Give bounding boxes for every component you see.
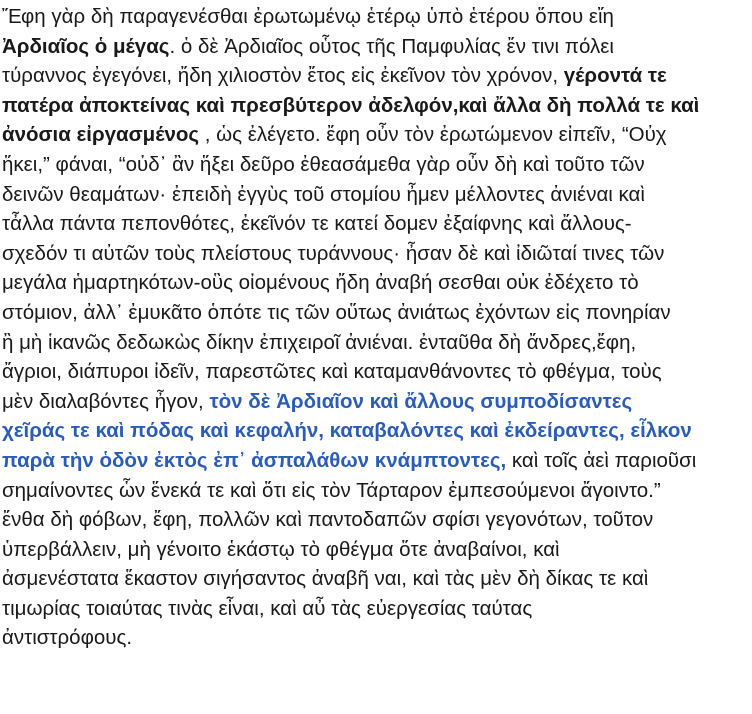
text-run: , ὡς ἐλέγετο. ἔφη οὖν τὸν ἐρωτώμενον εἰπεῖν, “Οὐχ — [199, 123, 667, 147]
text-run: ἢ μὴ ἱκανῶς δεδωκὼς δίκην ἐπιχειροῖ ἀνιέναι. ἐνταῦθα δὴ ἄνδρες,ἔφη, — [2, 330, 637, 354]
text-line — [2, 180, 748, 210]
bold-text-run: γέροντά τε — [563, 64, 667, 88]
text-line — [2, 416, 748, 446]
text-run: μεγάλα ἡμαρτηκότων-οὓς οἰομένους ἤδη ἀναβή σεσθαι οὐκ ἐδέχετο τὸ — [2, 271, 639, 295]
text-line — [2, 623, 748, 653]
text-run: σημαίνοντες ὧν ἕνεκά τε καὶ ὅτι εἰς τὸν Τάρταρον ἐμπεσούμενοι ἄγοιντο.” — [2, 478, 661, 502]
text-run: καὶ τοῖς ἀεὶ παριοῦσι — [506, 448, 697, 472]
text-line — [2, 446, 748, 476]
text-run: ὑπερβάλλειν, μὴ γένοιτο ἑκάστῳ τὸ φθέγμα ὅτε ἀναβαίνοι, καὶ — [2, 537, 560, 561]
text-line — [2, 268, 748, 298]
text-line — [2, 564, 748, 594]
text-line — [2, 298, 748, 328]
bold-text-run: Ἀρδιαῖος ὁ μέγας — [2, 34, 170, 58]
greek-passage — [2, 2, 748, 653]
text-line — [2, 328, 748, 358]
text-run: ἀσμενέστατα ἕκαστον σιγήσαντος ἀναβῆ ναι, καὶ τὰς μὲν δὴ δίκας τε καὶ — [2, 567, 649, 591]
text-run: ἄγριοι, διάπυροι ἰδεῖν, παρεστῶτες καὶ καταμανθάνοντες τὸ φθέγμα, τοὺς — [2, 360, 662, 384]
text-line — [2, 357, 748, 387]
text-run: ἥκει,” φάναι, “οὐδ᾽ ἂν ἥξει δεῦρο ἐθεασάμεθα γὰρ οὖν δὴ καὶ τοῦτο τῶν — [2, 152, 645, 176]
text-run: Ἔφη γὰρ δὴ παραγενέσθαι ἐρωτωμένῳ ἑτέρῳ ὑπὸ ἑτέρου ὅπου εἴη — [2, 5, 614, 28]
text-run: ἔνθα δὴ φόβων, ἔφη, πολλῶν καὶ παντοδαπῶν σφίσι γεγονότων, τοῦτον — [2, 508, 654, 532]
text-run: στόμιον, ἀλλ᾽ ἐμυκᾶτο ὁπότε τις τῶν οὕτως ἀνιάτως ἐχόντων εἰς πονηρίαν — [2, 300, 671, 324]
highlighted-text-run: τὸν δὲ Ἀρδιαῖον καὶ ἄλλους συμποδίσαντες — [209, 389, 633, 413]
highlighted-text-run: χεῖράς τε καὶ πόδας καὶ κεφαλήν, καταβαλόντες καὶ ἐκδείραντες, εἷλκον — [2, 419, 692, 443]
text-line — [2, 387, 748, 417]
text-run: τἆλλα πάντα πεπονθότες, ἐκεῖνόν τε κατεί δομεν ἐξαίφνης καὶ ἄλλους- — [2, 212, 632, 236]
text-run: σχεδόν τι αὐτῶν τοὺς πλείστους τυράννους· ἦσαν δὲ καὶ ἰδιῶταί τινες τῶν — [2, 241, 665, 265]
text-line — [2, 505, 748, 535]
highlighted-text-run: παρὰ τὴν ὁδὸν ἐκτὸς ἐπ᾽ ἀσπαλάθων κνάμπτοντες, — [2, 448, 507, 472]
text-line — [2, 120, 748, 150]
text-run: τιμωρίας τοιαύτας τινὰς εἶναι, καὶ αὖ τὰς εὐεργεσίας ταύτας — [2, 596, 533, 620]
text-run: . ὁ δὲ Ἀρδιαῖος οὗτος τῆς Παμφυλίας ἔν τινι πόλει — [169, 34, 614, 58]
text-run: μὲν διαλαβόντες ἦγον, — [2, 389, 210, 413]
text-line — [2, 91, 748, 121]
text-run: ἀντιστρόφους. — [2, 626, 133, 650]
text-line — [2, 150, 748, 180]
bold-text-run: πατέρα ἀποκτείνας καὶ πρεσβύτερον ἀδελφόν,καὶ ἄλλα δὴ πολλά τε καὶ — [2, 93, 700, 117]
text-line — [2, 2, 748, 32]
bold-text-run: ἀνόσια εἰργασμένος — [2, 123, 200, 147]
text-line — [2, 209, 748, 239]
text-line — [2, 476, 748, 506]
text-line — [2, 239, 748, 269]
text-run: τύραννος ἐγεγόνει, ἤδη χιλιοστὸν ἔτος εἰς ἐκεῖνον τὸν χρόνον, — [2, 64, 564, 88]
text-line — [2, 32, 748, 62]
text-line — [2, 61, 748, 91]
text-run: δεινῶν θεαμάτων· ἐπειδὴ ἐγγὺς τοῦ στομίου ἦμεν μέλλοντες ἀνιέναι καὶ — [2, 182, 645, 206]
text-line — [2, 535, 748, 565]
text-line — [2, 594, 748, 624]
